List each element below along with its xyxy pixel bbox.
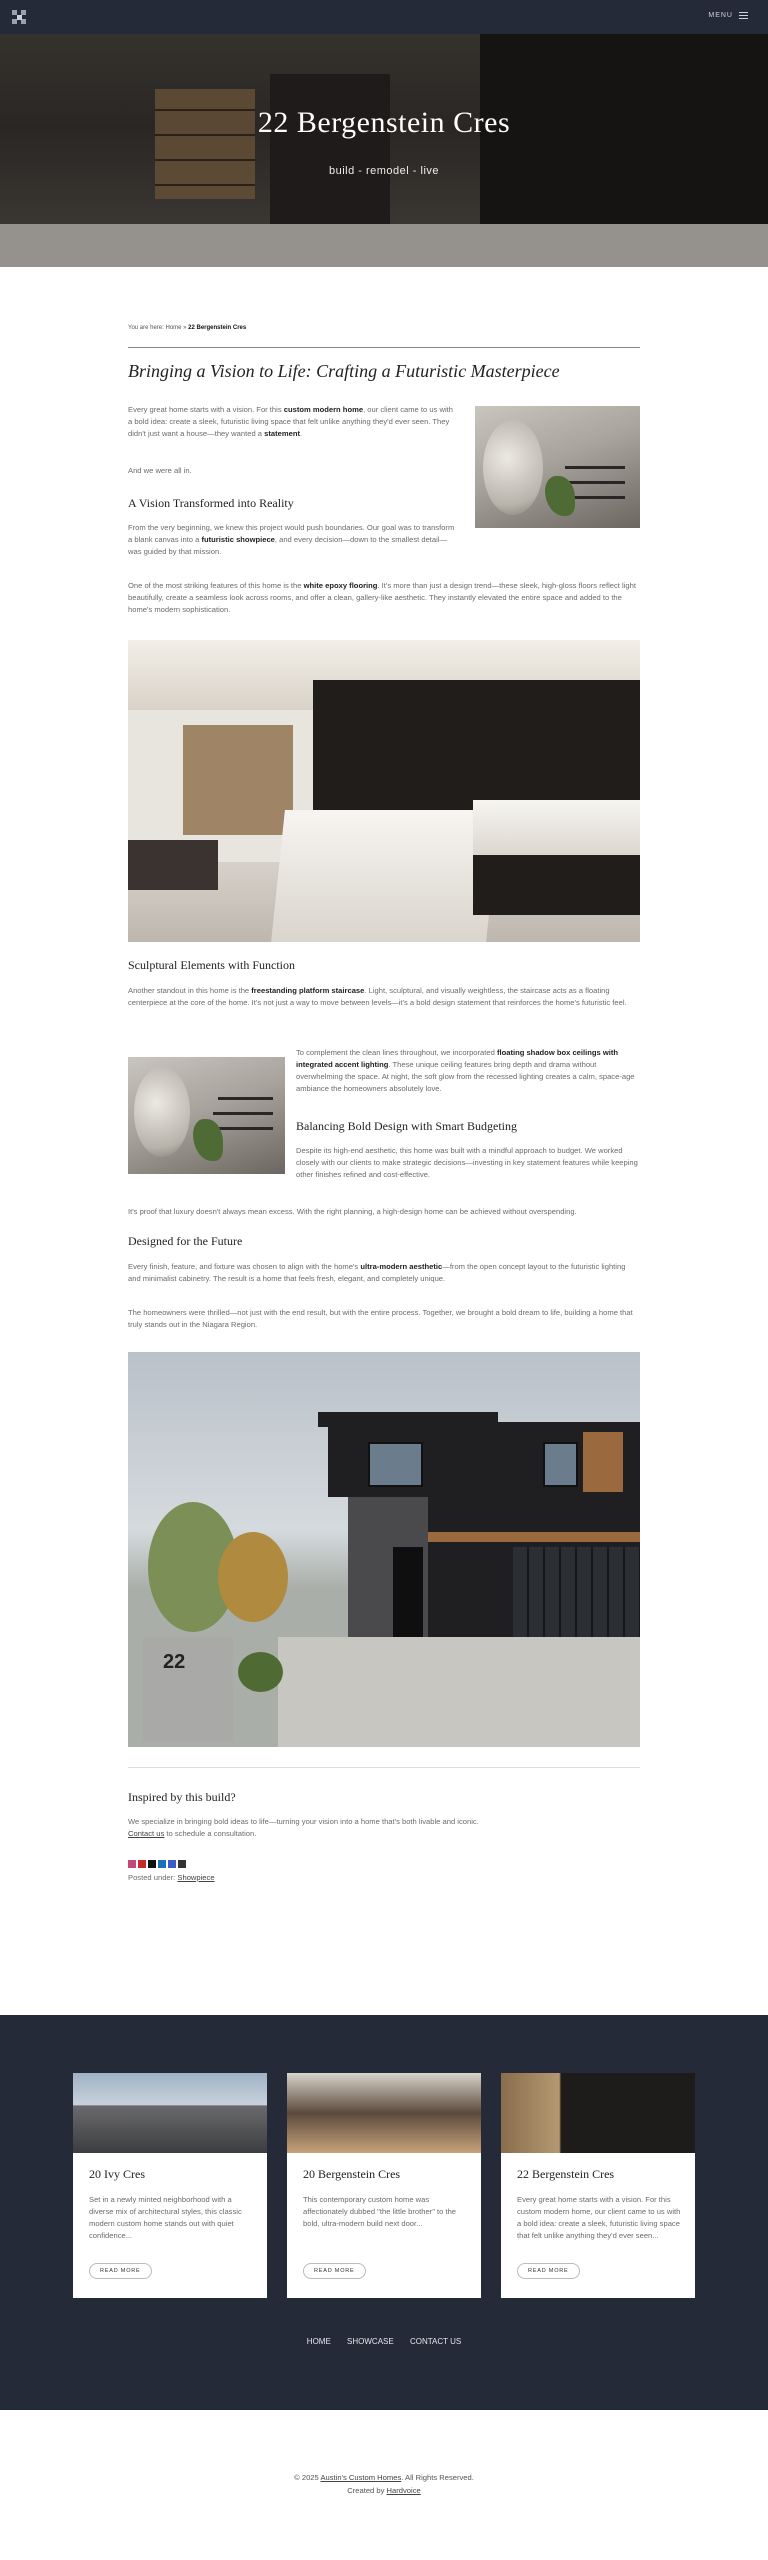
hero-tagline: build - remodel - live — [328, 165, 440, 177]
read-more-button[interactable]: READ MORE — [303, 2263, 366, 2279]
paragraph: And we were all in. — [128, 466, 192, 475]
pinterest-icon[interactable] — [138, 1860, 146, 1868]
read-more-button[interactable]: READ MORE — [517, 2263, 580, 2279]
card-title: 20 Bergenstein Cres — [303, 2167, 401, 2181]
company-link[interactable]: Austin's Custom Homes — [320, 2473, 402, 2482]
top-bar — [0, 0, 768, 34]
paragraph: To complement the clean lines throughout, we incorporated floating shadow box ceilings with integrated accent lighting. These unique ceiling features bring depth and drama without overwhelming the space. At night, the soft glow from the recessed lighting creates a calm, space-age ambiance the homeowners absolutely love. — [296, 1048, 635, 1093]
heading-future: Designed for the Future — [128, 1234, 243, 1248]
facebook-icon[interactable] — [168, 1860, 176, 1868]
staircase-photo — [475, 406, 640, 528]
creator-link[interactable]: Hardvoice — [386, 2486, 421, 2495]
intro-paragraph: Every great home starts with a vision. For this custom modern home, our client came to us with a bold idea: create a sleek, futuristic living space that felt unlike anything they'd ever seen. They didn't just want a house—they wanted a statement. — [128, 405, 453, 438]
house-photo — [128, 1352, 640, 1747]
post-title: Bringing a Vision to Life: Crafting a Futuristic Masterpiece — [128, 361, 560, 381]
heading-budget: Balancing Bold Design with Smart Budgeting — [296, 1119, 517, 1133]
hero-title: 22 Bergenstein Cres — [257, 106, 511, 139]
heading-vision: A Vision Transformed into Reality — [128, 496, 294, 510]
paragraph: From the very beginning, we knew this project would push boundaries. Our goal was to transform a blank canvas into a futuristic showpiece, and every decision—down to the smallest detail—was guided by that mission. — [128, 523, 455, 556]
x-icon[interactable] — [148, 1860, 156, 1868]
paragraph: One of the most striking features of this home is the white epoxy flooring. It's more than just a design trend—these sleek, high-gloss floors reflect light beautifully, create a seamless look across rooms, and offer a clean, gallery-like aesthetic. They instantly elevated the entire space and added to the home's modern sophistication. — [128, 581, 636, 614]
logo-icon[interactable] — [12, 10, 26, 24]
footer-nav-contact[interactable]: CONTACT US — [409, 2337, 462, 2346]
category-link[interactable]: Showpiece — [177, 1873, 215, 1882]
breadcrumb: You are here: Home » 22 Bergenstein Cres — [128, 325, 247, 331]
contact-us-link[interactable]: Contact us — [128, 1829, 165, 1838]
heading-sculptural: Sculptural Elements with Function — [128, 958, 295, 972]
card-title: 20 Ivy Cres — [89, 2167, 145, 2181]
related-card[interactable] — [287, 2073, 481, 2298]
related-posts — [0, 2015, 768, 2410]
paragraph: It's proof that luxury doesn't always mean excess. With the right planning, a high-design home can be achieved without overspending. — [128, 1207, 577, 1216]
divider — [128, 347, 640, 348]
paragraph: Despite its high-end aesthetic, this home was built with a mindful approach to budget. We worked closely with our clients to make strategic decisions—investing in key statement features while keeping other finishes refined and cost-effective. — [296, 1146, 638, 1179]
linkedin-icon[interactable] — [158, 1860, 166, 1868]
card-image — [73, 2073, 267, 2153]
card-title: 22 Bergenstein Cres — [517, 2167, 615, 2181]
hero-banner — [0, 34, 768, 267]
email-icon[interactable] — [178, 1860, 186, 1868]
house-number: 22 — [163, 1651, 186, 1673]
kitchen-photo — [128, 640, 640, 942]
related-card[interactable] — [73, 2073, 267, 2298]
related-card[interactable] — [501, 2073, 695, 2298]
footer-nav — [0, 2337, 768, 2346]
paragraph: We specialize in bringing bold ideas to life—turning your vision into a home that's both livable and iconic. — [128, 1817, 479, 1826]
card-excerpt: Every great home starts with a vision. For this custom modern home, our client came to us with a bold idea: create a sleek, futuristic living space that felt unlike anything they'd ever seen... — [517, 2195, 681, 2240]
read-more-button[interactable]: READ MORE — [89, 2263, 152, 2279]
contact-line: Contact us to schedule a consultation. — [128, 1829, 257, 1838]
footer-nav-home[interactable]: HOME — [306, 2337, 331, 2346]
card-excerpt: Set in a newly minted neighborhood with a diverse mix of architectural styles, this classic modern custom home stands out with quiet confidence... — [89, 2195, 242, 2240]
breadcrumb-current: 22 Bergenstein Cres — [188, 325, 247, 331]
menu-label: MENU — [708, 12, 733, 19]
staircase-photo-2 — [128, 1057, 285, 1174]
posted-under: Posted under: Showpiece — [128, 1873, 215, 1882]
paragraph: Every finish, feature, and fixture was chosen to align with the home's ultra-modern aesthetic—from the open concept layout to the futuristic lighting and minimalist cabinetry. The result is a home that feels fresh, elegant, and completely unique. — [128, 1262, 626, 1283]
instagram-icon[interactable] — [128, 1860, 136, 1868]
card-excerpt: This contemporary custom home was affectionately dubbed "the little brother" to the bold, ultra-modern build next door... — [303, 2195, 457, 2228]
share-icons — [128, 1860, 186, 1868]
copyright: © 2025 Austin's Custom Homes. All Rights Reserved. — [294, 2473, 474, 2482]
hamburger-icon — [739, 12, 748, 19]
footer-nav-showcase[interactable]: SHOWCASE — [347, 2337, 394, 2346]
card-image — [287, 2073, 481, 2153]
card-image — [501, 2073, 695, 2153]
heading-inspired: Inspired by this build? — [128, 1790, 236, 1804]
menu-button[interactable] — [708, 12, 748, 19]
paragraph: The homeowners were thrilled—not just with the end result, but with the entire process. Together, we brought a bold dream to life, building a home that truly stands out in the Niagara Region. — [128, 1308, 633, 1329]
breadcrumb-home[interactable]: Home — [165, 325, 182, 331]
divider — [128, 1767, 640, 1768]
credits: Created by Hardvoice — [347, 2486, 421, 2495]
paragraph: Another standout in this home is the freestanding platform staircase. Light, sculptural, and visually weightless, the staircase acts as a floating centerpiece at the core of the home. It's not just a way to move between levels—it's a bold design statement that reinforces the home's futuristic feel. — [128, 986, 627, 1007]
